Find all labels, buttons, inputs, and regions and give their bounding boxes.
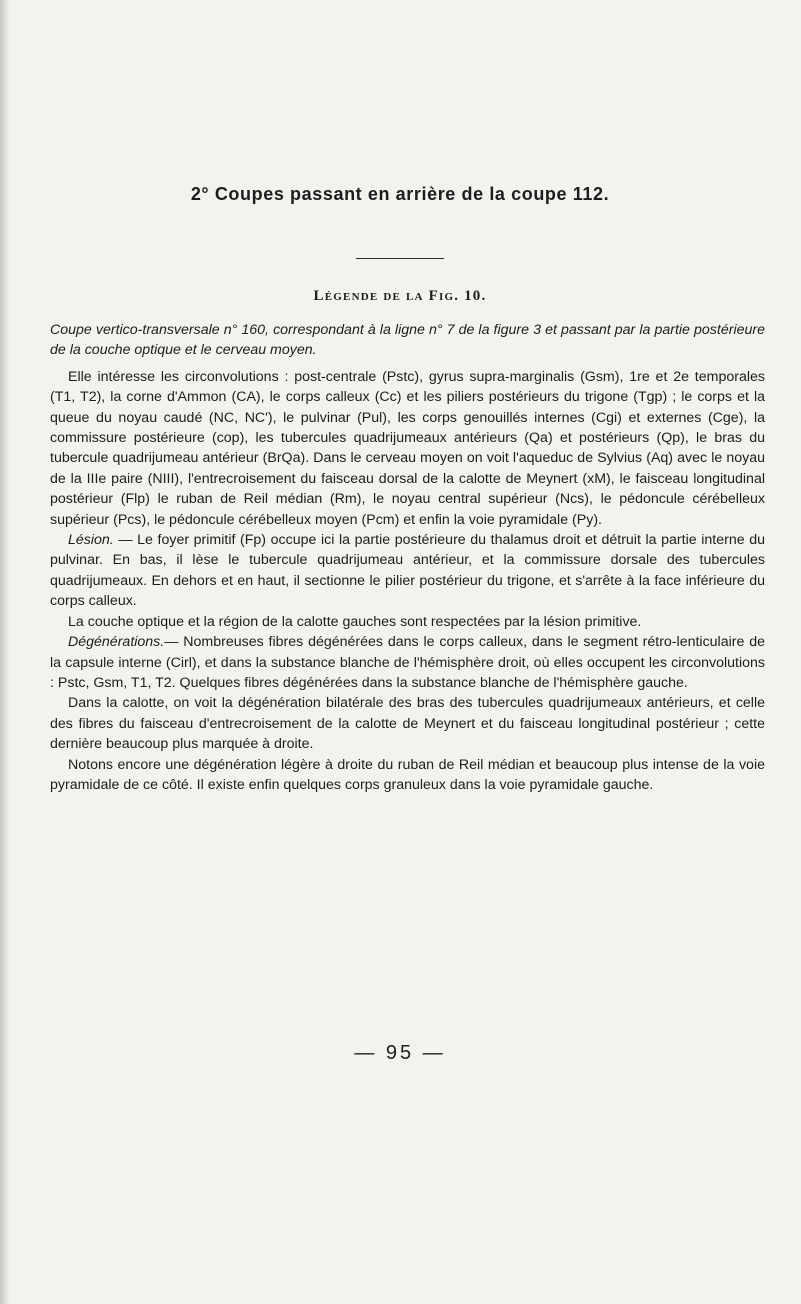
divider-rule (356, 258, 444, 259)
lesion-label: Lésion. (68, 532, 114, 549)
paragraph-degenerations (50, 632, 765, 693)
section-heading: 2° Coupes passant en arrière de la coupe 112. (190, 184, 610, 204)
paragraph-closing: Notons encore une dégénération légère à droite du ruban de Reil médian et beaucoup plus intense de la voie pyramidale de ce côté. Il existe enfin quelques corps granuleux dans la voie pyramidale gauche. (50, 756, 765, 793)
degenerations-label: Dégénérations. (68, 634, 165, 651)
page-edge-shadow (0, 0, 10, 1304)
paragraph-respected: La couche optique et la région de la calotte gauches sont respectées par la lésion primitive. (68, 613, 642, 630)
document-body (50, 320, 765, 795)
paragraph-lesion (50, 530, 765, 612)
page-number: — 95 — (354, 1042, 446, 1064)
paragraph-calotte: Dans la calotte, on voit la dégénération bilatérale des bras des tubercules quadrijumeaux antérieurs, et celle des fibres du faisceau d'entrecroisement de la calotte de Meynert et du faisceau longitudinal postérieur ; cette dernière beaucoup plus marquée à droite. (50, 695, 765, 753)
legend-title: Légende de la Fig. 10. (313, 288, 487, 304)
lesion-text: — Le foyer primitif (Fp) occupe ici la partie postérieure du thalamus droit et détruit la partie interne du pulvinar. En bas, il lèse le tubercule quadrijumeau antérieur, et la commissure dorsale des tubercules quadrijumeaux. En dehors et en haut, il sectionne le pilier postérieur du trigone, et s'arrête à la face inférieure du corps calleux. (50, 532, 765, 610)
figure-caption: Coupe vertico-transversale n° 160, correspondant à la ligne n° 7 de la figure 3 et passant par la partie postérieure de la couche optique et le cerveau moyen. (50, 322, 765, 359)
degenerations-text: — Nombreuses fibres dégénérées dans le corps calleux, dans le segment rétro-lenticulaire de la capsule interne (Cirl), et dans la substance blanche de l'hémisphère droit, où elles occupent les circonvolutions : Pstc, Gsm, T1, T2. Quelques fibres dégénérées dans la substance blanche de l'hémisphère gauche. (50, 634, 765, 691)
paragraph-structures: Elle intéresse les circonvolutions : post-centrale (Pstc), gyrus supra-marginalis (Gsm), 1re et 2e temporales (T1, T2), la corne d'Ammon (CA), le corps calleux (Cc) et les piliers postérieurs du trigone (Tgp) ; le corps et la queue du noyau caudé (NC, NC'), le pulvinar (Pul), les corps genouillés internes (Cgi) et externes (Cge), la commissure postérieure (cop), les tubercules quadrijumeaux antérieurs (Qa) et postérieurs (Qp), le bras du tubercule quadrijumeau antérieur (BrQa). Dans le cerveau moyen on voit l'aqueduc de Sylvius (Aq) avec le noyau de la IIIe paire (NIII), l'entrecroisement du faisceau dorsal de la calotte de Meynert (xM), le faisceau longitudinal postérieur (Flp) le ruban de Reil médian (Rm), le noyau central supérieur (Ncs), le pédoncule cérébelleux supérieur (Pcs), le pédoncule cérébelleux moyen (Pcm) et enfin la voie pyramidale (Py). (50, 368, 765, 528)
